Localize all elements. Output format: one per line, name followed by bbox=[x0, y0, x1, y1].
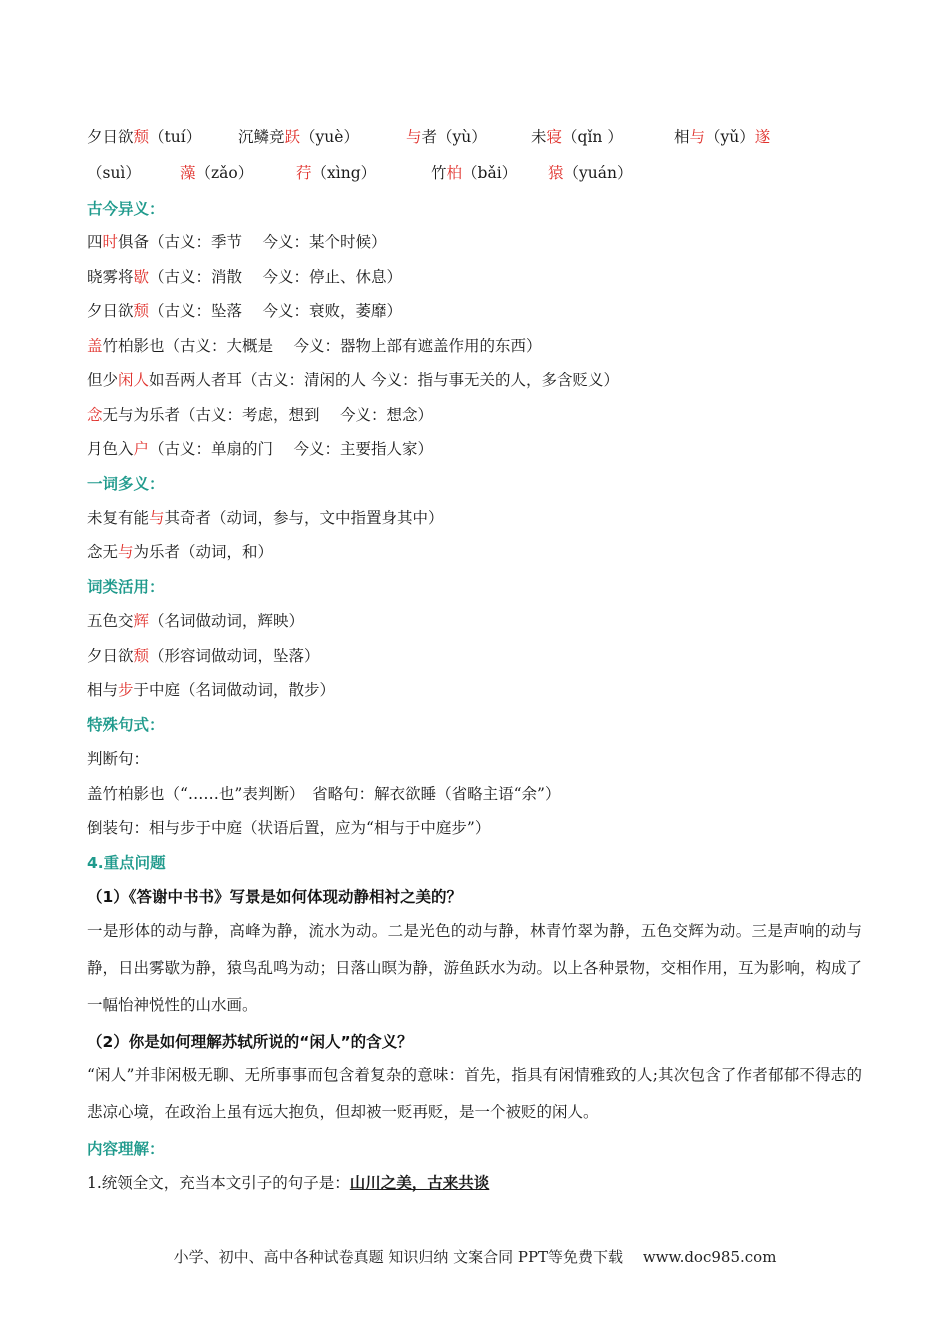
gujin-item: 晓雾将歇（古义：消散 今义：停止、休息） bbox=[87, 268, 402, 286]
teshu-item: 判断句： bbox=[87, 750, 150, 768]
yici-item: 念无与为乐者（动词，和） bbox=[87, 543, 274, 561]
gujin-item: 月色入户（古义：单扇的门 今义：主要指人家） bbox=[87, 440, 433, 458]
question-2: （2）你是如何理解苏轼所说的“闲人”的含义？ bbox=[87, 1033, 413, 1051]
section-heading-zhongdian: 4.重点问题 bbox=[87, 854, 166, 872]
gujin-item: 夕日欲颓（古义：坠落 今义：衰败，萎靡） bbox=[87, 302, 402, 320]
section-heading-teshu: 特殊句式： bbox=[87, 716, 165, 734]
page-footer: 小学、初中、高中各种试卷真题 知识归纳 文案合同 PPT等免费下载 www.doc985.com bbox=[173, 1248, 777, 1266]
gujin-item: 但少闲人如吾两人者耳（古义：清闲的人 今义：指与事无关的人，多含贬义） bbox=[87, 371, 619, 389]
section-heading-yici: 一词多义： bbox=[87, 475, 165, 493]
teshu-item: 盖竹柏影也（“……也”表判断） 省略句：解衣欲睡（省略主语“余”） bbox=[87, 785, 561, 803]
section-heading-gujin: 古今异义： bbox=[87, 200, 165, 218]
pinyin-item: 猿（yuán） bbox=[548, 164, 633, 182]
gujin-item: 念无与为乐者（古义：考虑，想到 今义：想念） bbox=[87, 406, 433, 424]
answer-2: “闲人”并非闲极无聊、无所事事而包含着复杂的意味：首先，指具有闲情雅致的人;其次包含了作者郁郁不得志的悲凉心境，在政治上虽有远大抱负，但却被一贬再贬，是一个被贬的闲人。 bbox=[87, 1066, 862, 1121]
cilei-item: 相与步于中庭（名词做动词，散步） bbox=[87, 681, 336, 699]
pinyin-item: 沉鳞竞跃（yuè） bbox=[238, 128, 359, 146]
yici-item: 未复有能与其奇者（动词，参与，文中指置身其中） bbox=[87, 509, 444, 527]
pinyin-item: （suì） bbox=[87, 164, 141, 182]
pinyin-item: 与者（yù） bbox=[406, 128, 487, 146]
pinyin-item: 相与（yǔ）遂 bbox=[674, 128, 771, 146]
teshu-item: 倒装句：相与步于中庭（状语后置，应为“相与于中庭步”） bbox=[87, 819, 491, 837]
pinyin-item: 荇（xìng） bbox=[296, 164, 377, 182]
pinyin-item: 竹柏（bǎi） bbox=[431, 164, 518, 182]
underlined-answer: 山川之美，古来共谈 bbox=[349, 1174, 490, 1192]
content-item-1: 1.统领全文，充当本文引子的句子是：山川之美，古来共谈 bbox=[87, 1174, 490, 1192]
gujin-item: 四时俱备（古义：季节 今义：某个时候） bbox=[87, 233, 387, 251]
pinyin-item: 藻（zǎo） bbox=[180, 164, 254, 182]
section-heading-cilei: 词类活用： bbox=[87, 578, 165, 596]
pinyin-item: 夕日欲颓（tuí） bbox=[87, 128, 202, 146]
section-heading-neirong: 内容理解： bbox=[87, 1140, 165, 1158]
cilei-item: 夕日欲颓（形容词做动词，坠落） bbox=[87, 647, 320, 665]
answer-1: 一是形体的动与静，高峰为静，流水为动。二是光色的动与静，林青竹翠为静，五色交辉为动。三是声响的动与静，日出雾歇为静，猿鸟乱鸣为动；日落山暝为静，游鱼跃水为动。以上各种景物，交相作用，互为影响，构成了一幅怡神悦性的山水画。 bbox=[87, 922, 863, 1014]
question-1: （1）《答谢中书书》写景是如何体现动静相衬之美的？ bbox=[87, 888, 463, 906]
gujin-item: 盖竹柏影也（古义：大概是 今义：器物上部有遮盖作用的东西） bbox=[87, 337, 542, 355]
cilei-item: 五色交辉（名词做动词，辉映） bbox=[87, 612, 305, 630]
pinyin-item: 未寝（qǐn ） bbox=[531, 128, 623, 146]
